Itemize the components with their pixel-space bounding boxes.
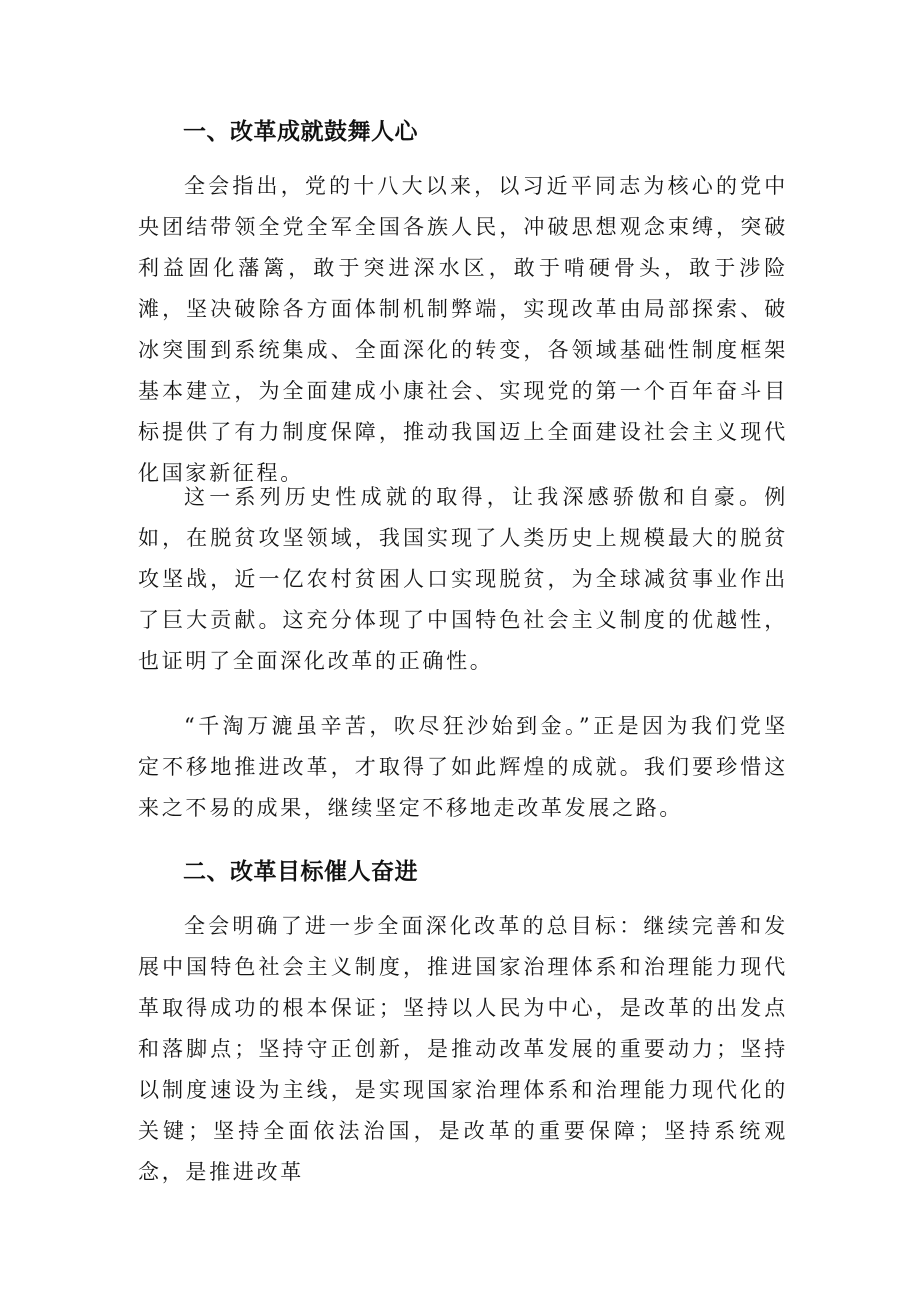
paragraph-plenary-summary: 全会指出，党的十八大以来，以习近平同志为核心的党中央团结带领全党全军全国各族人民，冲破思想观念束缚，突破利益固化藩篱，敢于突进深水区，敢于啃硬骨头，敢于涉险滩，坚决破除各方面体制机制弊端，实现改革由局部探索、破冰突围到系统集成、全面深化的转变，各领域基础性制度框架基本建立，为全面建成小康社会、实现党的第一个百年奋斗目标提供了有力制度保障，推动我国迈上全面建设社会主义现代化国家新征程。 <box>138 174 788 485</box>
paragraph-poem-quote: “千淘万漉虽辛苦，吹尽狂沙始到金。”正是因为我们党坚定不移地推进改革，才取得了如此辉煌的成就。我们要珍惜这来之不易的成果，继续坚定不移地走改革发展之路。 <box>138 714 788 820</box>
section-heading-reform-goals: 二、改革目标催人奋进 <box>183 859 418 885</box>
paragraph-overall-goal: 全会明确了进一步全面深化改革的总目标：继续完善和发展中国特色社会主义制度，推进国家治理体系和治理能力现代革取得成功的根本保证；坚持以人民为中心，是改革的出发点和落脚点；坚持守正创新，是推动改革发展的重要动力；坚持以制度速设为主线，是实现国家治理体系和治理能力现代化的关键；坚持全面依法治国，是改革的重要保障；坚持系统观念，是推进改革 <box>138 914 788 1184</box>
section-heading-reform-achievements: 一、改革成就鼓舞人心 <box>183 119 418 145</box>
paragraph-poverty-alleviation: 这一系列历史性成就的取得，让我深感骄傲和自豪。例如，在脱贫攻坚领域，我国实现了人类历史上规模最大的脱贫攻坚战，近一亿农村贫困人口实现脱贫，为全球减贫事业作出了巨大贡献。这充分体现了中国特色社会主义制度的优越性，也证明了全面深化改革的正确性。 <box>138 485 788 673</box>
